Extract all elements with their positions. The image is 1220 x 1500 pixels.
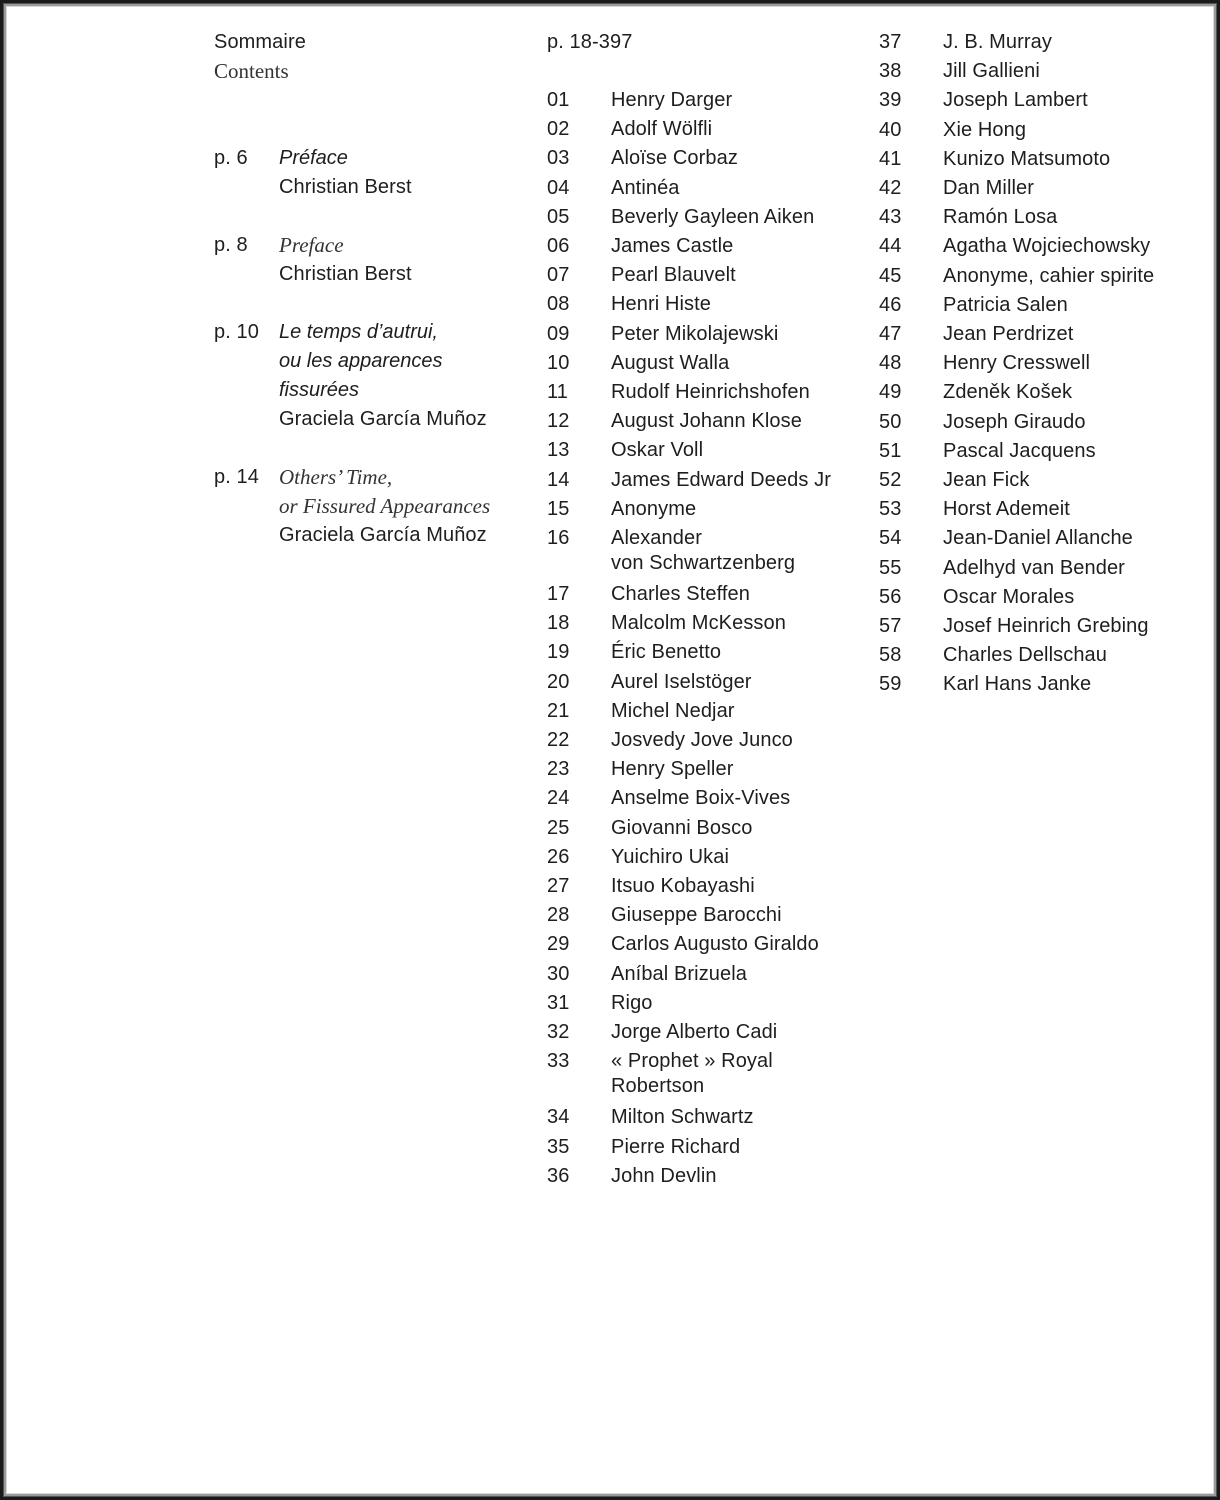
artist-entry[interactable] — [547, 144, 867, 173]
artist-entry[interactable] — [879, 349, 1199, 378]
artist-name: Oscar Morales — [943, 585, 1075, 608]
artist-name: Michel Nedjar — [611, 699, 735, 722]
artist-entry[interactable] — [547, 901, 867, 930]
artist-name: Pascal Jacquens — [943, 439, 1096, 462]
artist-number: 43 — [879, 206, 902, 229]
artist-entry[interactable] — [547, 495, 867, 524]
artist-entry[interactable] — [879, 670, 1199, 699]
artist-entry[interactable] — [547, 609, 867, 638]
artist-list-1 — [547, 86, 867, 1191]
artist-entry[interactable] — [547, 174, 867, 203]
artist-entry[interactable] — [547, 960, 867, 989]
artist-name: Charles Dellschau — [943, 644, 1107, 667]
essay-entry[interactable] — [214, 463, 524, 550]
artist-number: 42 — [879, 177, 902, 200]
artist-entry[interactable] — [879, 174, 1199, 203]
essay-title-line: or Fissured Appearances — [279, 494, 491, 518]
essay-entry[interactable] — [214, 318, 524, 434]
artist-number: 11 — [547, 381, 568, 404]
essay-author: Graciela García Muñoz — [279, 524, 487, 546]
artist-entry[interactable] — [547, 349, 867, 378]
artist-number: 50 — [879, 410, 902, 433]
artist-entry[interactable] — [879, 583, 1199, 612]
artist-entry[interactable] — [879, 641, 1199, 670]
essay-page-number: p. 6 — [214, 147, 248, 169]
artist-number: 19 — [547, 641, 570, 664]
artist-number: 14 — [547, 468, 570, 491]
artist-name: Kunizo Matsumoto — [943, 147, 1111, 170]
artist-number: 05 — [547, 205, 570, 228]
artist-number: 55 — [879, 556, 902, 579]
artist-number: 29 — [547, 933, 570, 956]
artist-name: August Walla — [611, 351, 730, 374]
artist-name: Yuichiro Ukai — [611, 845, 730, 868]
artist-name: Pearl Blauvelt — [611, 264, 736, 287]
artist-number: 24 — [547, 787, 570, 810]
artist-name: Beverly Gayleen Aiken — [611, 205, 815, 228]
essay-entry[interactable] — [214, 231, 524, 289]
artist-number: 08 — [547, 293, 570, 316]
artist-list-2 — [879, 28, 1199, 700]
artist-entry[interactable] — [547, 524, 867, 580]
artist-name: Karl Hans Janke — [943, 673, 1092, 696]
essay-author: Graciela García Muñoz — [279, 408, 487, 430]
artist-number: 04 — [547, 176, 570, 199]
artist-number: 52 — [879, 469, 902, 492]
artist-number: 37 — [879, 31, 902, 53]
essay-title-line: Others’ Time, — [279, 465, 393, 489]
artist-name: Patricia Salen — [943, 293, 1068, 316]
artist-number: 34 — [547, 1106, 570, 1129]
artist-entry[interactable] — [547, 1103, 867, 1132]
artist-name: Rigo — [611, 991, 653, 1014]
artist-entry[interactable] — [547, 638, 867, 667]
artist-number: 18 — [547, 612, 570, 635]
artist-name: Giuseppe Barocchi — [611, 904, 782, 927]
artist-entry[interactable] — [547, 726, 867, 755]
artist-number: 32 — [547, 1021, 570, 1044]
artist-name: Itsuo Kobayashi — [611, 875, 755, 898]
artist-entry[interactable] — [547, 872, 867, 901]
artist-number: 30 — [547, 962, 570, 985]
artist-name: Aníbal Brizuela — [611, 962, 748, 985]
artist-number: 59 — [879, 673, 902, 696]
artists-column-2 — [879, 28, 1199, 700]
artist-name: Oskar Voll — [611, 439, 704, 462]
essays-column — [214, 28, 524, 579]
artist-entry[interactable] — [879, 437, 1199, 466]
artist-name: Adelhyd van Bender — [943, 556, 1125, 579]
artist-number: 15 — [547, 497, 570, 520]
artist-name: Aloïse Corbaz — [611, 147, 738, 170]
artist-entry[interactable] — [547, 1133, 867, 1162]
essay-author: Christian Berst — [279, 263, 412, 285]
artist-entry[interactable] — [547, 814, 867, 843]
essay-entry[interactable] — [214, 144, 524, 202]
artist-name-line: Robertson — [611, 1075, 705, 1098]
essay-title-line: ou les apparences — [279, 350, 443, 372]
artist-number: 45 — [879, 264, 902, 287]
artist-entry[interactable] — [879, 320, 1199, 349]
essay-title-line: fissurées — [279, 379, 360, 401]
artist-name: Antinéa — [611, 176, 680, 199]
contents-title-en: Contents — [214, 59, 289, 83]
artist-name: Malcolm McKesson — [611, 612, 786, 635]
artist-name: Jean-Daniel Allanche — [943, 527, 1133, 550]
artist-entry[interactable] — [879, 466, 1199, 495]
artist-entry[interactable] — [879, 57, 1199, 86]
contents-title-fr: Sommaire — [214, 31, 306, 53]
artist-number: 54 — [879, 527, 902, 550]
artist-entry[interactable] — [879, 86, 1199, 115]
artist-entry[interactable] — [547, 378, 867, 407]
artists-column-1 — [547, 28, 867, 1191]
artist-entry[interactable] — [547, 580, 867, 609]
artist-name: Jean Perdrizet — [943, 323, 1074, 346]
artist-number: 17 — [547, 583, 570, 606]
artist-name-line: « Prophet » Royal — [611, 1050, 773, 1073]
artist-name: Peter Mikolajewski — [611, 322, 779, 345]
artist-number: 06 — [547, 235, 570, 258]
artist-number: 48 — [879, 352, 902, 375]
artist-name: John Devlin — [611, 1164, 717, 1187]
artist-number: 56 — [879, 585, 902, 608]
artist-name-line: Alexander — [611, 527, 702, 550]
artist-name: Henry Cresswell — [943, 352, 1091, 375]
artist-number: 23 — [547, 758, 570, 781]
artist-entry[interactable] — [879, 408, 1199, 437]
artist-entry[interactable] — [547, 668, 867, 697]
artist-name — [611, 524, 867, 580]
artist-name: Dan Miller — [943, 177, 1035, 200]
artist-entry[interactable] — [879, 554, 1199, 583]
essay-page-number: p. 8 — [214, 234, 248, 256]
artist-name: Anselme Boix-Vives — [611, 787, 791, 810]
artist-entry[interactable] — [547, 697, 867, 726]
artist-entry[interactable] — [547, 1162, 867, 1191]
artist-number: 47 — [879, 323, 902, 346]
essay-title-line: Préface — [279, 147, 348, 169]
essay-page-number: p. 10 — [214, 321, 259, 343]
artist-number: 13 — [547, 439, 570, 462]
artist-name: J. B. Murray — [943, 31, 1052, 53]
essay-list — [214, 144, 524, 550]
artist-name: Joseph Giraudo — [943, 410, 1086, 433]
artist-number: 33 — [547, 1050, 570, 1073]
artist-name: Josef Heinrich Grebing — [943, 615, 1149, 638]
artist-number: 21 — [547, 699, 570, 722]
artist-name: Milton Schwartz — [611, 1106, 754, 1129]
artist-number: 12 — [547, 410, 570, 433]
artist-number: 57 — [879, 615, 902, 638]
artist-number: 39 — [879, 89, 902, 112]
artist-entry[interactable] — [879, 495, 1199, 524]
artist-number: 36 — [547, 1164, 570, 1187]
artist-entry[interactable] — [879, 203, 1199, 232]
artist-name: Horst Ademeit — [943, 498, 1070, 521]
artist-entry[interactable] — [547, 115, 867, 144]
artist-entry[interactable] — [547, 86, 867, 115]
artist-entry[interactable] — [879, 524, 1199, 553]
artist-number: 40 — [879, 118, 902, 141]
artist-entry[interactable] — [879, 612, 1199, 641]
artist-number: 01 — [547, 89, 570, 111]
artist-name: Agatha Wojciechowsky — [943, 235, 1151, 258]
artist-name: Anonyme, cahier spirite — [943, 264, 1155, 287]
artist-entry[interactable] — [879, 28, 1199, 57]
artist-number: 20 — [547, 670, 570, 693]
artist-name: Charles Steffen — [611, 583, 750, 606]
artist-name: Henri Histe — [611, 293, 712, 316]
artist-name: Carlos Augusto Giraldo — [611, 933, 819, 956]
artist-entry[interactable] — [547, 843, 867, 872]
artist-number: 44 — [879, 235, 902, 258]
artist-name: Anonyme — [611, 497, 697, 520]
artist-entry[interactable] — [547, 203, 867, 232]
artist-entry[interactable] — [879, 232, 1199, 261]
artist-name: Jean Fick — [943, 469, 1030, 492]
artist-name: Jorge Alberto Cadi — [611, 1021, 778, 1044]
artist-number: 58 — [879, 644, 902, 667]
artist-number: 22 — [547, 729, 570, 752]
artist-number: 09 — [547, 322, 570, 345]
artist-number: 53 — [879, 498, 902, 521]
artist-entry[interactable] — [547, 290, 867, 319]
artist-entry[interactable] — [547, 466, 867, 495]
artist-entry[interactable] — [547, 436, 867, 465]
artist-entry[interactable] — [879, 145, 1199, 174]
essay-page-number: p. 14 — [214, 466, 259, 488]
artist-number: 16 — [547, 527, 570, 550]
artist-entry[interactable] — [879, 262, 1199, 291]
artist-name: James Edward Deeds Jr — [611, 468, 831, 491]
artist-number: 41 — [879, 147, 902, 170]
artist-entry[interactable] — [547, 989, 867, 1018]
artist-entry[interactable] — [879, 291, 1199, 320]
artist-name: Éric Benetto — [611, 641, 722, 664]
artist-entry[interactable] — [879, 378, 1199, 407]
artist-name: Jill Gallieni — [943, 60, 1040, 83]
artist-entry[interactable] — [547, 232, 867, 261]
artist-entry[interactable] — [547, 755, 867, 784]
essay-title-line: Preface — [279, 233, 344, 257]
artist-entry[interactable] — [879, 116, 1199, 145]
artist-name: James Castle — [611, 235, 734, 258]
artist-entry[interactable] — [547, 930, 867, 959]
artist-name: Adolf Wölfli — [611, 118, 713, 141]
artist-name: Joseph Lambert — [943, 89, 1088, 112]
artist-name — [611, 1047, 867, 1103]
artist-number: 26 — [547, 845, 570, 868]
artist-entry[interactable] — [547, 407, 867, 436]
artist-name: Ramón Losa — [943, 206, 1058, 229]
artist-number: 38 — [879, 60, 902, 83]
artist-entry[interactable] — [547, 320, 867, 349]
artist-number: 02 — [547, 118, 570, 141]
artist-name: Rudolf Heinrichshofen — [611, 381, 810, 404]
artist-name: Henry Darger — [611, 89, 733, 111]
artists-page-range: p. 18-397 — [547, 31, 633, 53]
essay-author: Christian Berst — [279, 176, 412, 198]
artist-number: 28 — [547, 904, 570, 927]
artist-entry[interactable] — [547, 1018, 867, 1047]
artist-name: Xie Hong — [943, 118, 1027, 141]
artist-number: 10 — [547, 351, 570, 374]
artist-name-line: von Schwartzenberg — [611, 552, 796, 575]
artist-number: 31 — [547, 991, 570, 1014]
artist-entry[interactable] — [547, 1047, 867, 1103]
artist-number: 51 — [879, 439, 902, 462]
artist-name: August Johann Klose — [611, 410, 802, 433]
artist-entry[interactable] — [547, 784, 867, 813]
artist-name: Pierre Richard — [611, 1135, 741, 1158]
artist-number: 46 — [879, 293, 902, 316]
artist-name: Henry Speller — [611, 758, 734, 781]
artist-name: Giovanni Bosco — [611, 816, 753, 839]
essay-title-line: Le temps d’autrui, — [279, 321, 438, 343]
artist-name: Zdeněk Košek — [943, 381, 1073, 404]
artist-number: 27 — [547, 875, 570, 898]
artist-number: 03 — [547, 147, 570, 170]
artist-number: 35 — [547, 1135, 570, 1158]
artist-name: Aurel Iselstöger — [611, 670, 752, 693]
artist-number: 07 — [547, 264, 570, 287]
artist-number: 49 — [879, 381, 902, 404]
artist-name: Josvedy Jove Junco — [611, 729, 793, 752]
artist-entry[interactable] — [547, 261, 867, 290]
artist-number: 25 — [547, 816, 570, 839]
